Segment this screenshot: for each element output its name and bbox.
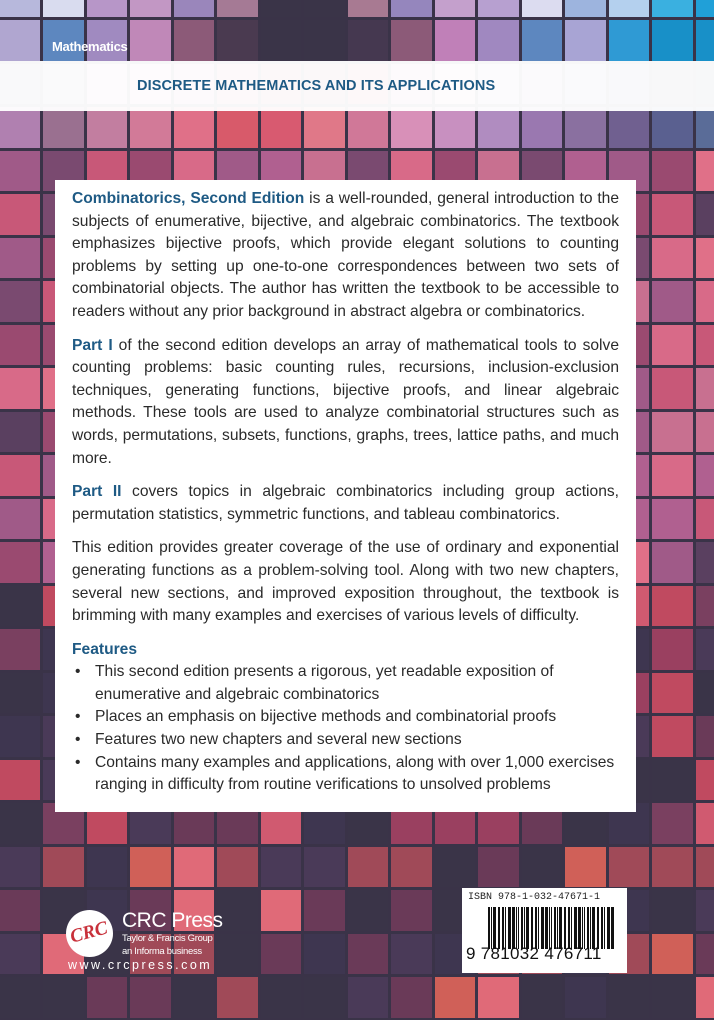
- grid-tile: [696, 107, 714, 148]
- grid-tile: [696, 586, 714, 627]
- grid-tile: [435, 107, 476, 148]
- grid-tile: [0, 107, 40, 148]
- part1-text: of the second edition develops an array of mathematical tools to solve counting problems: basic counting rules, recursions, inclusion-exclusion techniques, generating functions, bijective proofs, and linear algebraic methods. These tools are used to analyze combinatorial structures such as words, permutations, subsets, functions, graphs, trees, lattice paths, and much more.: [72, 336, 619, 467]
- grid-tile: [261, 977, 302, 1018]
- grid-tile: [0, 281, 40, 322]
- features-list: [72, 661, 619, 797]
- grid-tile: [696, 760, 714, 801]
- subject-label: Mathematics: [52, 39, 128, 54]
- grid-tile: [304, 934, 345, 975]
- grid-tile: [609, 0, 650, 17]
- barcode-bar: [607, 907, 610, 949]
- grid-tile: [565, 0, 606, 17]
- grid-tile: [304, 107, 345, 148]
- barcode-bar: [493, 907, 496, 949]
- grid-tile: [87, 107, 128, 148]
- grid-tile: [652, 934, 693, 975]
- grid-tile: [43, 107, 84, 148]
- barcode-bar: [498, 907, 500, 949]
- grid-tile: [0, 368, 40, 409]
- grid-tile: [652, 499, 693, 540]
- barcode-bar: [545, 907, 548, 949]
- description-box: [55, 180, 636, 812]
- barcode-bar: [578, 907, 581, 949]
- grid-tile: [696, 325, 714, 366]
- grid-tile: [652, 20, 693, 61]
- grid-tile: [0, 760, 40, 801]
- grid-tile: [696, 716, 714, 757]
- barcode-bar: [549, 907, 550, 949]
- grid-tile: [130, 20, 171, 61]
- grid-tile: [652, 0, 693, 17]
- barcode-bar: [568, 907, 570, 949]
- barcode-bar: [601, 907, 603, 949]
- barcode-bar: [538, 907, 539, 949]
- grid-tile: [261, 20, 302, 61]
- grid-tile: [261, 0, 302, 17]
- grid-tile: [0, 20, 40, 61]
- grid-tile: [0, 803, 40, 844]
- grid-tile: [696, 803, 714, 844]
- barcode: [462, 888, 627, 973]
- grid-tile: [696, 412, 714, 453]
- part2-text: covers topics in algebraic combinatorics including group actions, permutation statistics, symmetric functions, and tableau combinatorics.: [72, 483, 619, 523]
- grid-tile: [43, 977, 84, 1018]
- barcode-bar: [531, 907, 533, 949]
- grid-tile: [348, 934, 389, 975]
- grid-tile: [174, 0, 215, 17]
- grid-tile: [652, 281, 693, 322]
- grid-tile: [478, 847, 519, 888]
- feature-item: • Features two new chapters and several new sections: [72, 729, 619, 752]
- grid-tile: [0, 629, 40, 670]
- grid-tile: [391, 0, 432, 17]
- logo-text: CRC: [67, 917, 110, 948]
- grid-tile: [0, 455, 40, 496]
- grid-tile: [304, 0, 345, 17]
- grid-tile: [130, 0, 171, 17]
- barcode-bar: [491, 907, 492, 949]
- grid-tile: [261, 890, 302, 931]
- grid-tile: [217, 20, 258, 61]
- grid-tile: [391, 107, 432, 148]
- publisher-url: www.crcpress.com: [68, 958, 213, 972]
- grid-tile: [348, 107, 389, 148]
- grid-tile: [478, 20, 519, 61]
- barcode-bar: [590, 907, 591, 949]
- grid-tile: [522, 20, 563, 61]
- barcode-bar: [557, 907, 558, 949]
- grid-tile: [609, 977, 650, 1018]
- grid-tile: [130, 107, 171, 148]
- grid-tile: [43, 847, 84, 888]
- grid-tile: [435, 0, 476, 17]
- barcode-bar: [571, 907, 572, 949]
- crc-logo: [66, 910, 113, 957]
- grid-tile: [0, 194, 40, 235]
- grid-tile: [0, 542, 40, 583]
- grid-tile: [652, 194, 693, 235]
- barcode-bar: [505, 907, 506, 949]
- grid-tile: [435, 977, 476, 1018]
- grid-tile: [391, 20, 432, 61]
- grid-tile: [261, 107, 302, 148]
- part1-title: Part I: [72, 336, 113, 354]
- grid-tile: [43, 0, 84, 17]
- grid-tile: [0, 238, 40, 279]
- grid-tile: [652, 368, 693, 409]
- publisher-tagline: an Informa business: [122, 946, 202, 957]
- grid-tile: [652, 890, 693, 931]
- ean-number: 9 781032 476711: [466, 944, 602, 963]
- grid-tile: [652, 586, 693, 627]
- grid-tile: [609, 107, 650, 148]
- grid-tile: [565, 977, 606, 1018]
- grid-tile: [261, 847, 302, 888]
- grid-tile: [565, 107, 606, 148]
- grid-tile: [435, 847, 476, 888]
- grid-tile: [696, 194, 714, 235]
- grid-tile: [87, 847, 128, 888]
- grid-tile: [652, 847, 693, 888]
- grid-tile: [652, 803, 693, 844]
- part2-paragraph: [72, 481, 619, 526]
- grid-tile: [652, 977, 693, 1018]
- grid-tile: [0, 499, 40, 540]
- barcode-bar: [584, 907, 585, 949]
- grid-tile: [261, 934, 302, 975]
- intro-text: is a well-rounded, general introduction to the subjects of enumerative, bijective, and algebraic combinatorics. The textbook emphasizes bijective proofs, which provide elegant solutions to counting problems by setting up one-to-one correspondences between two sets of combinatorial objects. The author has written the textbook to be accessible to readers without any prior background in abstract algebra or combinatorics.: [72, 190, 620, 320]
- grid-tile: [565, 20, 606, 61]
- grid-tile: [696, 977, 714, 1018]
- grid-tile: [522, 0, 563, 17]
- grid-tile: [87, 977, 128, 1018]
- grid-tile: [304, 977, 345, 1018]
- grid-tile: [609, 847, 650, 888]
- barcode-bar: [488, 907, 490, 949]
- barcode-bar: [587, 907, 589, 949]
- grid-tile: [391, 934, 432, 975]
- grid-tile: [391, 977, 432, 1018]
- grid-tile: [652, 716, 693, 757]
- grid-tile: [217, 934, 258, 975]
- grid-tile: [217, 890, 258, 931]
- grid-tile: [696, 368, 714, 409]
- series-title: DISCRETE MATHEMATICS AND ITS APPLICATIONS: [137, 78, 496, 94]
- grid-tile: [522, 107, 563, 148]
- grid-tile: [522, 977, 563, 1018]
- barcode-bar: [611, 907, 614, 949]
- grid-tile: [0, 412, 40, 453]
- grid-tile: [522, 847, 563, 888]
- grid-tile: [0, 716, 40, 757]
- grid-tile: [652, 412, 693, 453]
- grid-tile: [87, 0, 128, 17]
- grid-tile: [304, 847, 345, 888]
- grid-tile: [696, 499, 714, 540]
- grid-tile: [696, 673, 714, 714]
- grid-tile: [217, 0, 258, 17]
- grid-tile: [304, 20, 345, 61]
- grid-tile: [696, 238, 714, 279]
- part2-title: Part II: [72, 483, 122, 501]
- grid-tile: [304, 890, 345, 931]
- grid-tile: [652, 325, 693, 366]
- isbn-text: ISBN 978-1-032-47671-1: [468, 892, 601, 903]
- grid-tile: [174, 977, 215, 1018]
- grid-tile: [652, 107, 693, 148]
- grid-tile: [0, 325, 40, 366]
- grid-tile: [609, 20, 650, 61]
- grid-tile: [478, 977, 519, 1018]
- grid-tile: [652, 151, 693, 192]
- grid-tile: [348, 977, 389, 1018]
- grid-tile: [652, 673, 693, 714]
- book-title: Combinatorics, Second Edition: [72, 190, 305, 207]
- grid-tile: [174, 107, 215, 148]
- grid-tile: [0, 0, 40, 17]
- barcode-bar: [516, 907, 517, 949]
- grid-tile: [217, 107, 258, 148]
- grid-tile: [217, 977, 258, 1018]
- barcode-bar: [541, 907, 544, 949]
- grid-tile: [348, 0, 389, 17]
- grid-tile: [696, 0, 714, 17]
- grid-tile: [696, 847, 714, 888]
- barcode-bar: [551, 907, 552, 949]
- grid-tile: [0, 151, 40, 192]
- grid-tile: [652, 455, 693, 496]
- grid-tile: [217, 847, 258, 888]
- grid-tile: [696, 542, 714, 583]
- publisher-group: Taylor & Francis Group: [122, 933, 213, 944]
- grid-tile: [696, 281, 714, 322]
- barcode-bar: [535, 907, 537, 949]
- grid-tile: [0, 586, 40, 627]
- grid-tile: [0, 890, 40, 931]
- edition-paragraph: This edition provides greater coverage of the use of ordinary and exponential generating functions as a problem-solving tool. Along with two new chapters, several new sections, and improved exposition throughout, the textbook is brimming with many examples and exercises of various levels of difficulty.: [72, 539, 619, 625]
- grid-tile: [130, 977, 171, 1018]
- barcode-bar: [559, 907, 562, 949]
- barcode-bars: [488, 907, 616, 949]
- barcode-bar: [524, 907, 525, 949]
- grid-tile: [696, 455, 714, 496]
- publisher-name: CRC Press: [122, 909, 223, 932]
- barcode-bar: [604, 907, 605, 949]
- grid-tile: [652, 238, 693, 279]
- features-heading: Features: [72, 640, 138, 658]
- grid-tile: [348, 20, 389, 61]
- feature-item: • Contains many examples and applications, along with over 1,000 exercises ranging in difficulty from routine verifications to unsolved problems: [72, 752, 619, 797]
- grid-tile: [174, 847, 215, 888]
- grid-tile: [348, 890, 389, 931]
- feature-item: • Places an emphasis on bijective methods and combinatorial proofs: [72, 706, 619, 729]
- barcode-bar: [521, 907, 523, 949]
- grid-tile: [174, 20, 215, 61]
- barcode-bar: [512, 907, 515, 949]
- grid-tile: [435, 20, 476, 61]
- grid-tile: [696, 151, 714, 192]
- grid-tile: [652, 542, 693, 583]
- barcode-bar: [508, 907, 511, 949]
- intro-paragraph: [72, 188, 619, 324]
- grid-tile: [0, 847, 40, 888]
- barcode-bar: [554, 907, 556, 949]
- feature-item: • This second edition presents a rigorous, yet readable exposition of enumerative and algebraic combinatorics: [72, 661, 619, 706]
- grid-tile: [478, 0, 519, 17]
- grid-tile: [696, 20, 714, 61]
- part1-paragraph: [72, 335, 619, 471]
- grid-tile: [696, 629, 714, 670]
- grid-tile: [0, 977, 40, 1018]
- grid-tile: [0, 673, 40, 714]
- grid-tile: [348, 847, 389, 888]
- barcode-bar: [502, 907, 504, 949]
- barcode-bar: [597, 907, 599, 949]
- grid-tile: [0, 934, 40, 975]
- grid-tile: [565, 847, 606, 888]
- grid-tile: [130, 847, 171, 888]
- barcode-bar: [518, 907, 519, 949]
- grid-tile: [478, 107, 519, 148]
- grid-tile: [391, 890, 432, 931]
- barcode-bar: [526, 907, 529, 949]
- barcode-bar: [592, 907, 595, 949]
- grid-tile: [391, 847, 432, 888]
- barcode-bar: [574, 907, 577, 949]
- grid-tile: [696, 934, 714, 975]
- barcode-bar: [582, 907, 583, 949]
- barcode-bar: [564, 907, 566, 949]
- grid-tile: [652, 760, 693, 801]
- grid-tile: [696, 890, 714, 931]
- grid-tile: [652, 629, 693, 670]
